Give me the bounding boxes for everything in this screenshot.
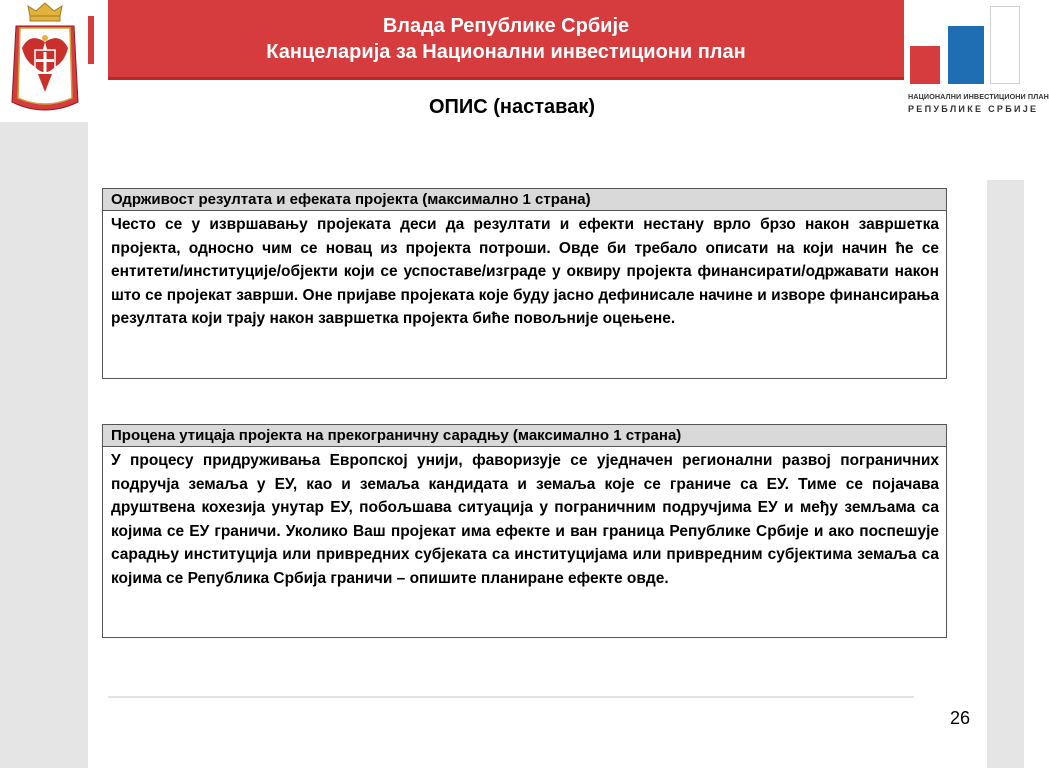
right-side-panel (987, 180, 1024, 768)
logo-bar-white (990, 6, 1020, 84)
footer-divider (108, 696, 914, 698)
section-box-sustainability (102, 188, 947, 379)
page-title: ОПИС (наставак) (428, 96, 596, 118)
logo-bar-red (910, 46, 940, 84)
logo-text-line-1: НАЦИОНАЛНИ ИНВЕСТИЦИОНИ ПЛАН (908, 92, 1049, 101)
section-heading: Одрживост резултата и ефеката пројекта (максимално 1 страна) (103, 189, 946, 211)
header-accent-bar (88, 16, 94, 64)
section-text: Често се у извршавању пројеката деси да резултати и ефекти нестану врло брзо након завршетка пројекта, односно чим се новац из пројекта потроши. Овде би требало описати на који начин ће се ентитети/институције/објекти који се успоставе/изграде у оквиру пројекта финансирати/одржавати након што се пројекат заврши. Оне пријаве пројеката које буду јасно дефинисале начине и изворе финансирања резултата који трају након завршетка пројекта биће повољније оцењене. (111, 216, 939, 328)
logo-text-line-2: РЕПУБЛИКЕ СРБИЈЕ (908, 104, 1039, 114)
section-text: У процесу придруживања Европској унији, фаворизује се уједначен регионални развој пограничних подручја земаља у ЕУ, као и земаља кандидата и земаља које се граниче са ЕУ. Тиме се појачава друштвена кохезија унутар ЕУ, побољшава ситуација у пограничним подручјима ЕУ и међу земљама са којима се ЕУ граничи. Уколико Ваш пројекат има ефекте и ван граница Републике Србије и ако поспешује сарадњу институција или привредних субјеката са институцијама или привредним субјектима земаља са којима се Република Србија граничи – опишите планиране ефекте овде. (111, 452, 939, 587)
section-box-cross-border (102, 424, 947, 638)
left-side-panel (0, 122, 88, 768)
logo-bar-blue (948, 26, 984, 84)
section-heading: Процена утицаја пројекта на прекограничну сарадњу (максимално 1 страна) (103, 425, 946, 447)
header-line-2: Канцеларија за Национални инвестициони план (266, 40, 746, 63)
header-line-1: Влада Републике Србије (382, 14, 630, 37)
page-number: 26 (949, 708, 970, 728)
header-banner (108, 0, 904, 80)
